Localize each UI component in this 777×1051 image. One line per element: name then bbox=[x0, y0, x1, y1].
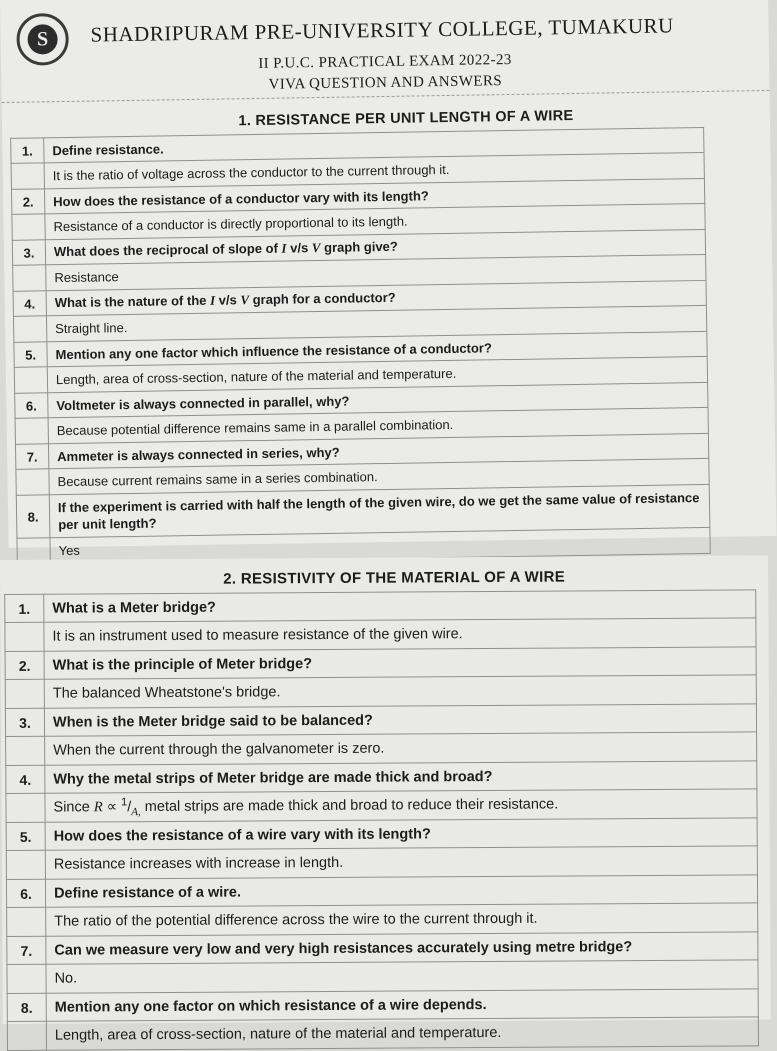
question-text: Define resistance of a wire. bbox=[45, 875, 757, 907]
number-cell bbox=[14, 367, 47, 394]
question-number: 5. bbox=[14, 342, 47, 368]
number-cell bbox=[5, 679, 44, 708]
answer-row bbox=[6, 846, 757, 880]
sheet-section-2 bbox=[0, 555, 771, 1044]
current-symbol: I bbox=[281, 240, 287, 256]
college-name: SHADRIPURAM PRE-UNIVERSITY COLLEGE, TUMAKURU bbox=[90, 13, 674, 47]
answer-text: Straight line. bbox=[46, 305, 706, 341]
question-number: 3. bbox=[5, 708, 44, 736]
answer-text-part: metal strips are made thick and broad to reduce their resistance. bbox=[140, 796, 559, 816]
question-number: 6. bbox=[6, 879, 45, 907]
question-number: 4. bbox=[13, 291, 46, 317]
number-cell bbox=[13, 265, 46, 292]
question-text: Why the metal strips of Meter bridge are made thick and broad? bbox=[45, 761, 757, 793]
answer-row bbox=[6, 732, 757, 766]
section-1-title: 1. RESISTANCE PER UNIT LENGTH OF A WIRE bbox=[238, 108, 574, 130]
current-symbol: I bbox=[209, 292, 216, 308]
answer-text: The balanced Wheatstone's bridge. bbox=[44, 675, 756, 708]
question-text-part: What does the reciprocal of slope of bbox=[53, 240, 282, 260]
question-number: 8. bbox=[16, 495, 50, 539]
number-cell bbox=[11, 163, 44, 190]
exam-title: II P.U.C. PRACTICAL EXAM 2022-23 bbox=[258, 51, 512, 72]
question-number: 5. bbox=[6, 822, 45, 850]
answer-text: Resistance increases with increase in length. bbox=[45, 846, 757, 879]
answer-row bbox=[7, 903, 758, 937]
question-number: 1. bbox=[11, 138, 44, 164]
question-text: Define resistance. bbox=[44, 127, 704, 162]
question-number: 3. bbox=[12, 240, 45, 266]
question-text: Ammeter is always connected in series, why? bbox=[48, 433, 708, 468]
answer-text: It is an instrument used to measure resistance of the given wire. bbox=[44, 618, 756, 651]
section-2-table bbox=[4, 589, 759, 1051]
question-number: 7. bbox=[15, 444, 48, 470]
question-number: 7. bbox=[7, 936, 46, 964]
proportional-sign: ∝ bbox=[102, 799, 122, 816]
exam-subtitle: VIVA QUESTION AND ANSWERS bbox=[268, 73, 503, 93]
answer-text: Because current remains same in a series combination. bbox=[49, 458, 709, 494]
number-cell bbox=[7, 964, 46, 993]
question-text: If the experiment is carried with half the length of the given wire, do we get the same value of resistance per unit length? bbox=[49, 484, 710, 537]
question-text: What is a Meter bridge? bbox=[44, 590, 756, 622]
inverse-area-fraction bbox=[121, 796, 141, 819]
voltage-symbol: V bbox=[240, 292, 250, 308]
number-cell bbox=[16, 469, 49, 496]
question-number: 6. bbox=[15, 393, 48, 419]
answer-text: Resistance bbox=[46, 254, 706, 290]
number-cell bbox=[13, 316, 46, 343]
question-text: Mention any one factor on which resistance of a wire depends. bbox=[46, 989, 758, 1021]
answer-text: When the current through the galvanometer is zero. bbox=[45, 732, 757, 765]
answer-text: Resistance of a conductor is directly proportional to its length. bbox=[45, 203, 705, 239]
question-text-part: v/s bbox=[214, 292, 241, 308]
number-cell bbox=[6, 736, 45, 765]
number-cell bbox=[15, 418, 48, 445]
number-cell bbox=[6, 793, 45, 822]
question-number: 4. bbox=[6, 765, 45, 793]
question-text-part: v/s bbox=[286, 240, 312, 256]
question-number: 1. bbox=[5, 594, 44, 622]
question-text: Can we measure very low and very high resistances accurately using metre bridge? bbox=[46, 932, 758, 964]
section-2-title: 2. RESISTIVITY OF THE MATERIAL OF A WIRE bbox=[223, 568, 566, 588]
question-number: 8. bbox=[7, 993, 46, 1021]
logo-letter: S bbox=[27, 24, 57, 54]
fraction-slash: / bbox=[127, 799, 132, 816]
answer-text: The ratio of the potential difference across the wire to the current through it. bbox=[46, 903, 758, 936]
answer-text: It is the ratio of voltage across the conductor to the current through it. bbox=[44, 152, 704, 188]
section-1-table bbox=[10, 127, 711, 565]
question-text: What is the principle of Meter bridge? bbox=[44, 647, 756, 679]
resistance-symbol: R bbox=[93, 799, 103, 816]
answer-text: Length, area of cross-section, nature of the material and temperature. bbox=[47, 356, 707, 392]
fraction-numerator: 1 bbox=[121, 796, 128, 809]
question-text: When is the Meter bridge said to be balanced? bbox=[44, 704, 756, 736]
question-text-part: What is the nature of the bbox=[54, 292, 211, 311]
question-number: 2. bbox=[5, 651, 44, 679]
question-text-part: graph give? bbox=[320, 238, 398, 255]
answer-row bbox=[5, 618, 756, 652]
answer-row bbox=[7, 960, 758, 994]
answer-row bbox=[5, 675, 756, 709]
question-text: How does the resistance of a wire vary with its length? bbox=[45, 818, 757, 850]
answer-text: No. bbox=[46, 960, 758, 993]
answer-text-part: Since bbox=[53, 799, 94, 816]
voltage-symbol: V bbox=[311, 239, 321, 256]
answer-text: Yes bbox=[50, 527, 710, 563]
question-number: 2. bbox=[11, 189, 44, 215]
question-text: Mention any one factor which influence the resistance of a conductor? bbox=[47, 331, 707, 366]
number-cell bbox=[12, 214, 45, 241]
answer-text: Length, area of cross-section, nature of the material and temperature. bbox=[46, 1017, 758, 1050]
answer-row bbox=[7, 1017, 758, 1051]
answer-text bbox=[45, 789, 757, 822]
area-symbol: A, bbox=[131, 806, 141, 819]
answer-row bbox=[6, 789, 757, 823]
answer-text: Because potential difference remains same in a parallel combination. bbox=[48, 407, 708, 443]
number-cell bbox=[5, 622, 44, 651]
number-cell bbox=[7, 1021, 46, 1050]
question-text: Voltmeter is always connected in parallel, why? bbox=[48, 382, 708, 417]
number-cell bbox=[6, 850, 45, 879]
question-text: How does the resistance of a conductor vary with its length? bbox=[44, 178, 704, 213]
header bbox=[0, 0, 770, 108]
number-cell bbox=[7, 907, 46, 936]
question-text-part: graph for a conductor? bbox=[248, 289, 396, 308]
